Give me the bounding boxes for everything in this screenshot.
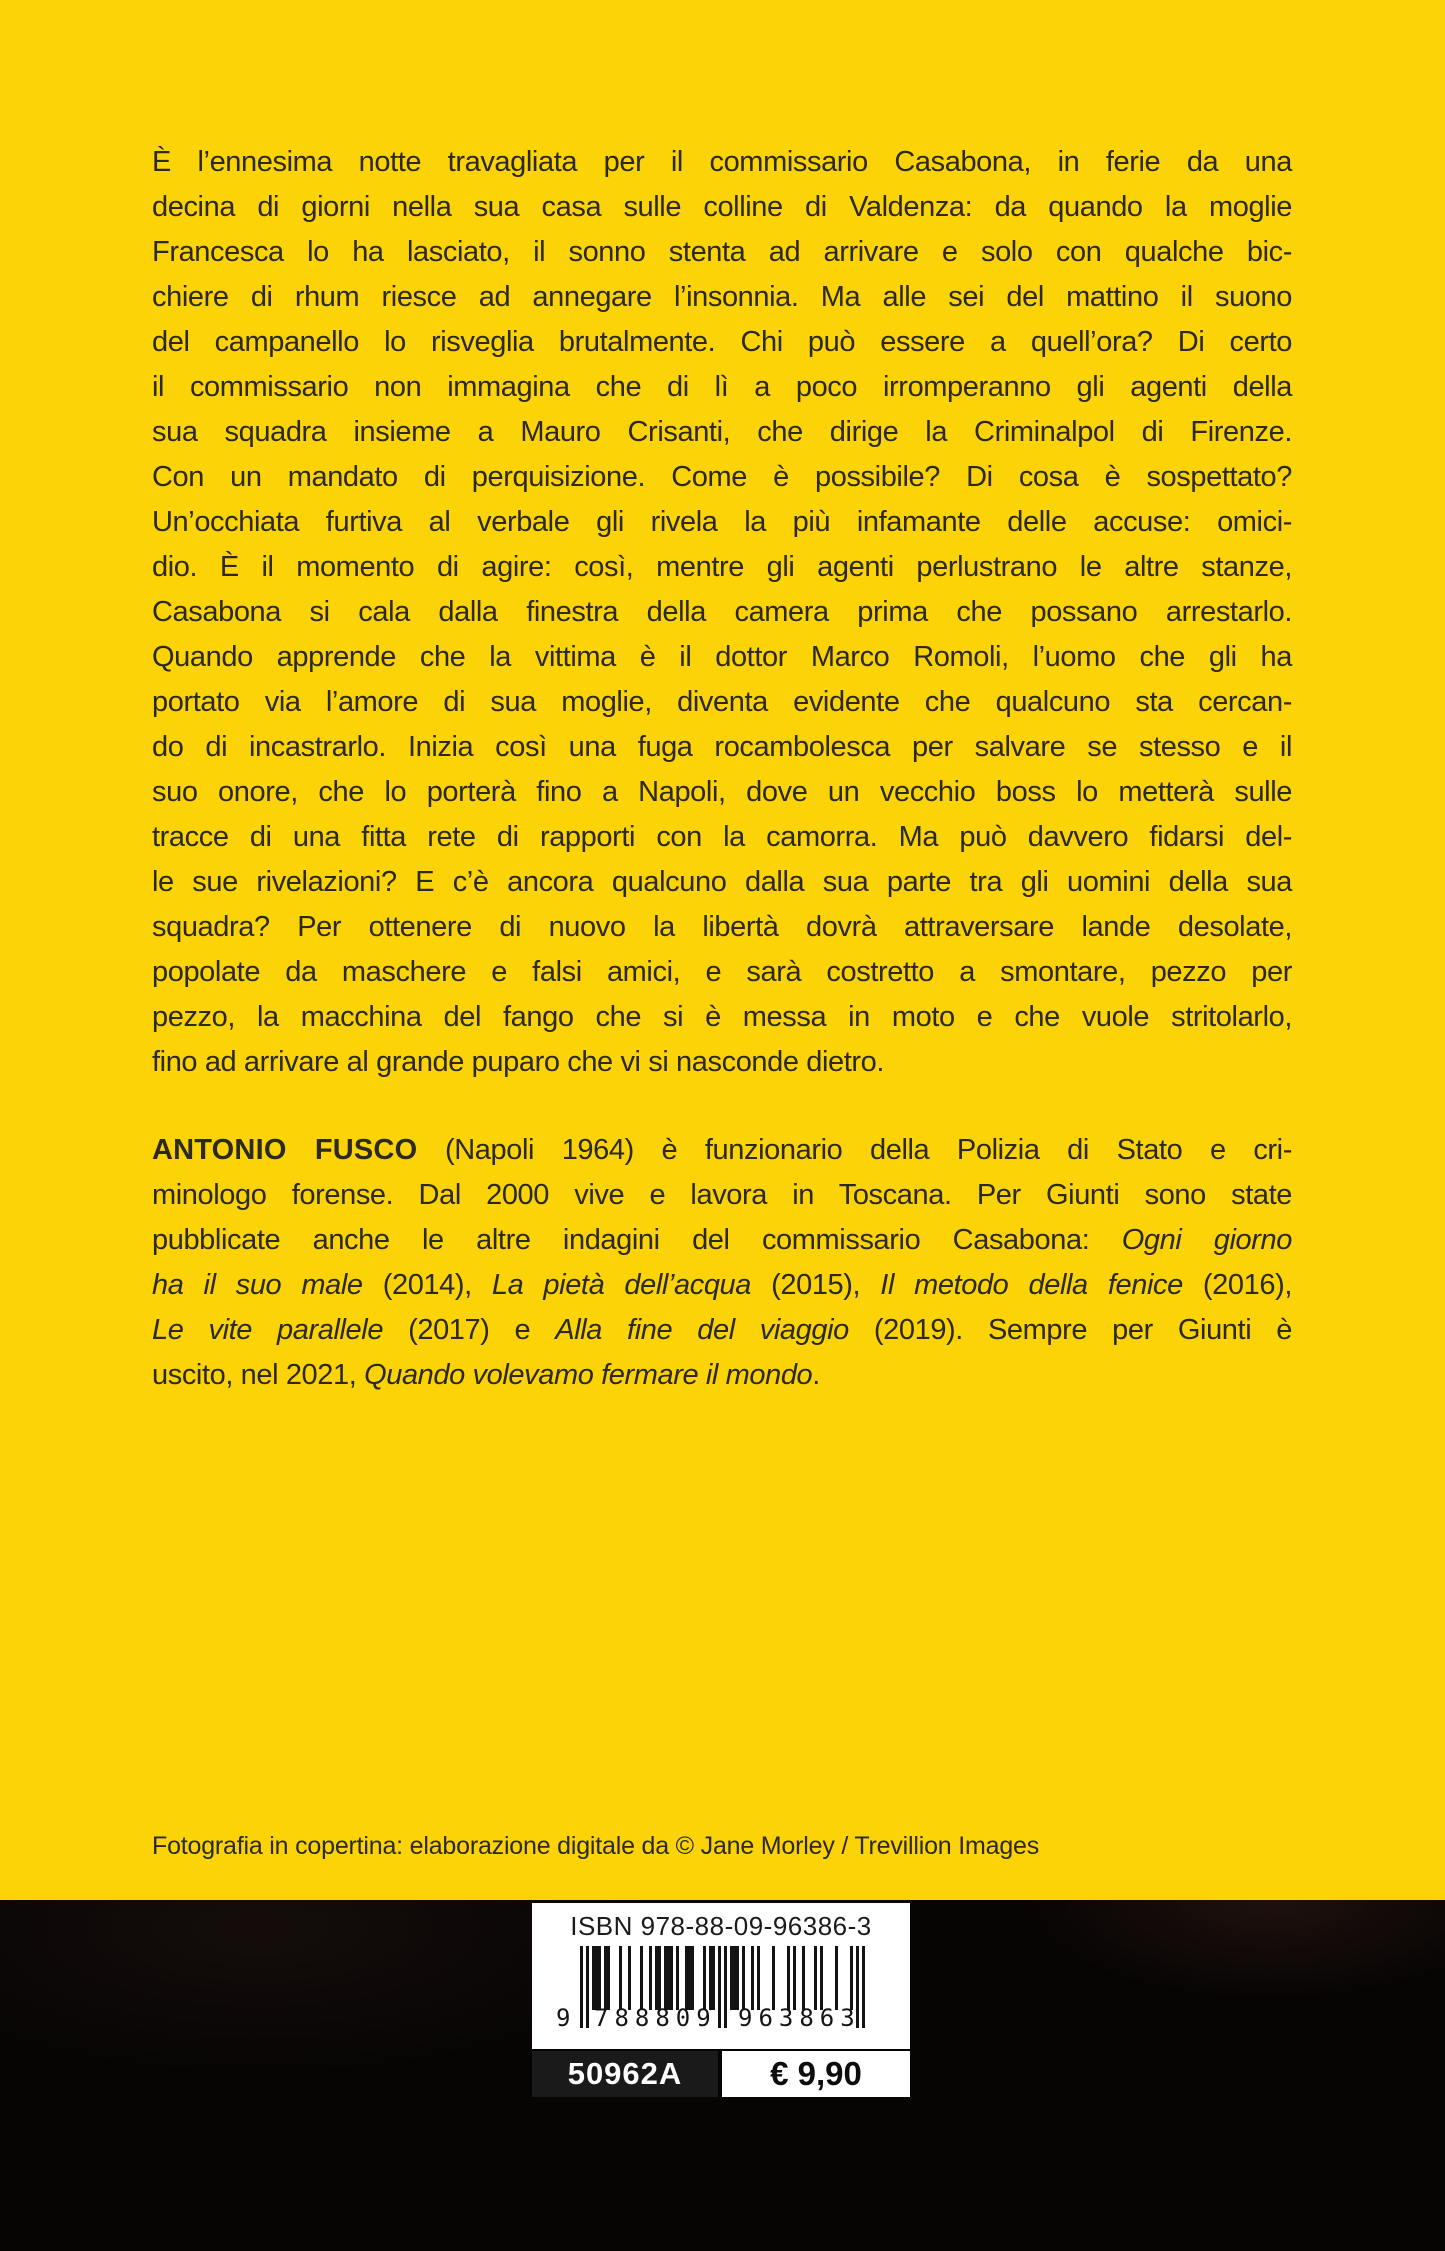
synopsis-line: È l’ennesima notte travagliata per il commissario Casabona, in ferie da una — [152, 146, 1292, 178]
synopsis-line: portato via l’amore di sua moglie, diventa evidente che qualcuno sta cercan- — [152, 686, 1292, 718]
bio-line: pubblicate anche le altre indagini del commissario Casabona: Ogni giorno — [152, 1224, 1292, 1256]
synopsis-line: popolate da maschere e falsi amici, e sarà costretto a smontare, pezzo per — [152, 956, 1292, 988]
bio-line: minologo forense. Dal 2000 vive e lavora in Toscana. Per Giunti sono state — [152, 1179, 1292, 1211]
synopsis-line: fino ad arrivare al grande puparo che vi si nasconde dietro. — [152, 1046, 885, 1078]
ean-digit-group-2: 963863 — [738, 2004, 861, 2032]
synopsis-line: sua squadra insieme a Mauro Crisanti, che dirige la Criminalpol di Firenze. — [152, 416, 1292, 448]
bio-line: uscito, nel 2021, Quando volevamo fermare il mondo. — [152, 1359, 820, 1391]
synopsis-line: del campanello lo risveglia brutalmente. Chi può essere a quell’ora? Di certo — [152, 326, 1292, 358]
isbn-number: ISBN 978-88-09-96386-3 — [570, 1911, 872, 1941]
author-bio — [152, 1128, 1292, 1398]
ean-lead-digit: 9 — [556, 2004, 571, 2032]
ean-digit-group-1: 788809 — [594, 2004, 717, 2032]
bio-line: ANTONIO FUSCO (Napoli 1964) è funzionario della Polizia di Stato e cri- — [152, 1134, 1292, 1166]
bio-line: ha il suo male (2014), La pietà dell’acqua (2015), Il metodo della fenice (2016), — [152, 1269, 1292, 1301]
synopsis-line: dio. È il momento di agire: così, mentre gli agenti perlustrano le altre stanze, — [152, 551, 1292, 583]
photo-credit: Fotografia in copertina: elaborazione digitale da © Jane Morley / Trevillion Images — [152, 1832, 1040, 1860]
isbn-barcode-panel — [532, 1903, 910, 2049]
synopsis-line: Casabona si cala dalla finestra della camera prima che possano arrestarlo. — [152, 596, 1292, 628]
synopsis-line: chiere di rhum riesce ad annegare l’insonnia. Ma alle sei del mattino il suono — [152, 281, 1292, 313]
synopsis-line: do di incastrarlo. Inizia così una fuga rocambolesca per salvare se stesso e il — [152, 731, 1292, 763]
synopsis-line: decina di giorni nella sua casa sulle colline di Valdenza: da quando la moglie — [152, 191, 1292, 223]
synopsis-line: Con un mandato di perquisizione. Come è possibile? Di cosa è sospettato? — [152, 461, 1292, 493]
synopsis-line: pezzo, la macchina del fango che si è messa in moto e che vuole stritolarlo, — [152, 1001, 1292, 1033]
ean-barcode — [554, 1946, 888, 2042]
synopsis-line: tracce di una fitta rete di rapporti con la camorra. Ma può davvero fidarsi del- — [152, 821, 1292, 853]
synopsis-line: il commissario non immagina che di lì a poco irromperanno gli agenti della — [152, 371, 1292, 403]
bio-line: Le vite parallele (2017) e Alla fine del viaggio (2019). Sempre per Giunti è — [152, 1314, 1292, 1346]
edition-code-badge: 50962A — [532, 2051, 718, 2097]
synopsis-line: le sue rivelazioni? E c’è ancora qualcuno dalla sua parte tra gli uomini della sua — [152, 866, 1292, 898]
synopsis-line: Francesca lo ha lasciato, il sonno stenta ad arrivare e solo con qualche bic- — [152, 236, 1292, 268]
synopsis-line: suo onore, che lo porterà fino a Napoli, dove un vecchio boss lo metterà sulle — [152, 776, 1292, 808]
bottom-black-band — [0, 1900, 1445, 2251]
synopsis-line: Quando apprende che la vittima è il dottor Marco Romoli, l’uomo che gli ha — [152, 641, 1292, 673]
synopsis-paragraph — [152, 140, 1292, 1085]
synopsis-line: Un’occhiata furtiva al verbale gli rivela la più infamante delle accuse: omici- — [152, 506, 1292, 538]
price-badge: € 9,90 — [722, 2051, 910, 2097]
synopsis-line: squadra? Per ottenere di nuovo la libertà dovrà attraversare lande desolate, — [152, 911, 1292, 943]
